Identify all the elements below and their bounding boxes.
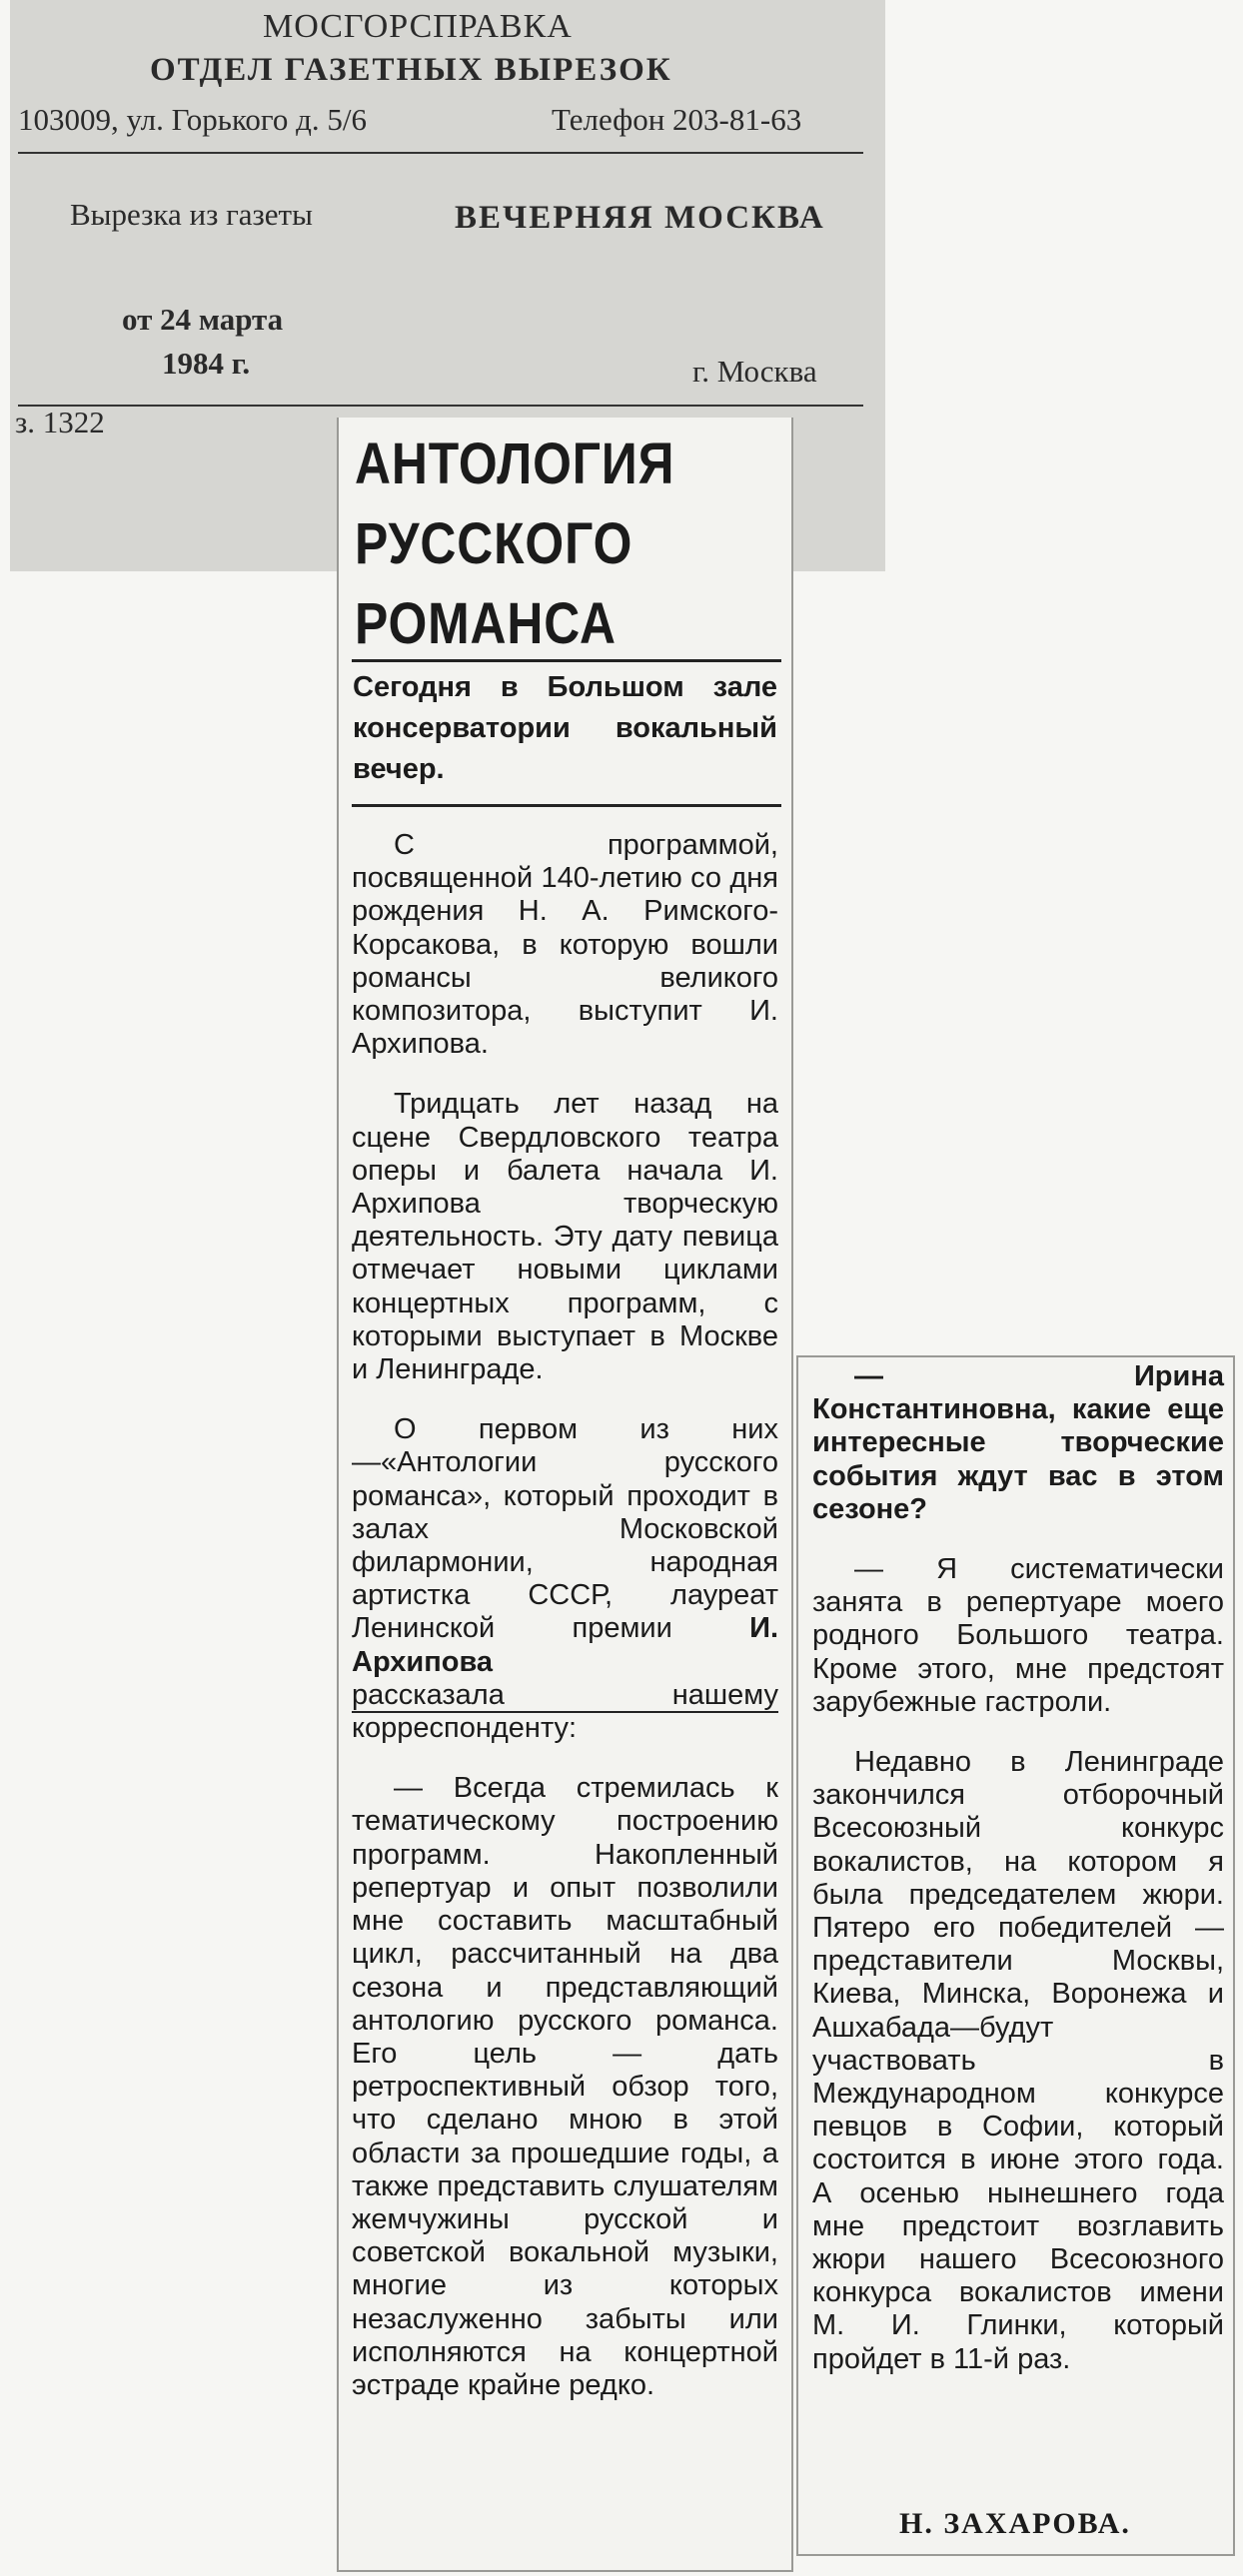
agency-name: МОСГОРСПРАВКА bbox=[263, 8, 573, 45]
paragraph-text: корреспонденту: bbox=[352, 1712, 578, 1745]
article-body-main bbox=[352, 829, 778, 2429]
article-body-side bbox=[812, 1360, 1224, 2403]
header-divider-bottom bbox=[18, 405, 863, 407]
paragraph: — Всегда стремилась к тематическому построению программ. Накопленный репертуар и опыт позволили мне составить масштабный цикл, рассчитанный на два сезона и представляющий антологию русского романса. Его цель — дать ретроспективный обзор того, что сделано мною в этой области за прошедшие годы, а также представить слушателям жемчужины русской и советской вокальной музыки, многие из которых незаслуженно забыты или исполняются на концертной эстраде крайне редко. bbox=[352, 1772, 778, 2401]
newspaper-name: ВЕЧЕРНЯЯ МОСКВА bbox=[455, 200, 825, 236]
issue-city: г. Москва bbox=[692, 354, 817, 389]
interview-question: — Ирина Константиновна, какие еще интересные творческие события ждут вас в этом сезоне? bbox=[812, 1360, 1224, 1525]
department-name: ОТДЕЛ ГАЗЕТНЫХ ВЫРЕЗОК bbox=[150, 52, 672, 88]
paragraph-text: О первом из них—«Антологии русского романса», который проходит в залах Московской филармонии, народная артистка СССР, лауреат Ленинской премии bbox=[352, 1413, 778, 1645]
underlined-text: рассказала нашему bbox=[352, 1678, 778, 1711]
paragraph bbox=[352, 1413, 778, 1745]
headline-line: РОМАНСА bbox=[355, 591, 617, 656]
paragraph: С программой, посвященной 140-летию со дня рождения Н. А. Римского-Корсакова, в которую вошли романсы великого композитора, выступит И. Архипова. bbox=[352, 829, 778, 1061]
singer-name: И. Архипова bbox=[352, 1612, 778, 1678]
article-lead: Сегодня в Большом зале консерватории вокальный вечер. bbox=[353, 671, 777, 785]
paragraph: — Я систематически занята в репертуаре моего родного Большого театра. Кроме этого, мне предстоят зарубежные гастроли. bbox=[812, 1553, 1224, 1718]
cutting-label: Вырезка из газеты bbox=[70, 197, 313, 232]
paragraph: Тридцать лет назад на сцене Свердловского театра оперы и балета начала И. Архипова творческую деятельность. Эту дату певица отмечает новыми циклами концертных программ, с которыми выступает в Москве и Ленинграде. bbox=[352, 1088, 778, 1386]
paragraph: Недавно в Ленинграде закончился отборочный Всесоюзный конкурс вокалистов, на котором я была председателем жюри. Пятеро его победителей — представители Москвы, Киева, Минска, Воронежа и Ашхабада—будут участвовать в Международном конкурсе певцов в Софии, который состоится в июне этого года. А осенью нынешнего года мне предстоит возглавить жюри нашего Всесоюзного конкурса вокалистов имени М. И. Глинки, который пройдет в 11-й раз. bbox=[812, 1746, 1224, 2375]
headline-line: АНТОЛОГИЯ bbox=[355, 431, 675, 496]
issue-year: 1984 г. bbox=[162, 346, 251, 381]
lead-rule-top bbox=[352, 659, 781, 662]
header-divider bbox=[18, 152, 863, 154]
agency-phone: Телефон 203-81-63 bbox=[552, 102, 802, 137]
lead-rule-bottom bbox=[352, 804, 781, 807]
issue-date: от 24 марта bbox=[122, 302, 284, 337]
headline-line: РУССКОГО bbox=[355, 511, 633, 576]
article-headline bbox=[355, 425, 715, 664]
agency-address: 103009, ул. Горького д. 5/6 bbox=[18, 102, 368, 137]
order-number: з. 1322 bbox=[15, 405, 105, 439]
author-signature: Н. ЗАХАРОВА. bbox=[899, 2507, 1131, 2540]
